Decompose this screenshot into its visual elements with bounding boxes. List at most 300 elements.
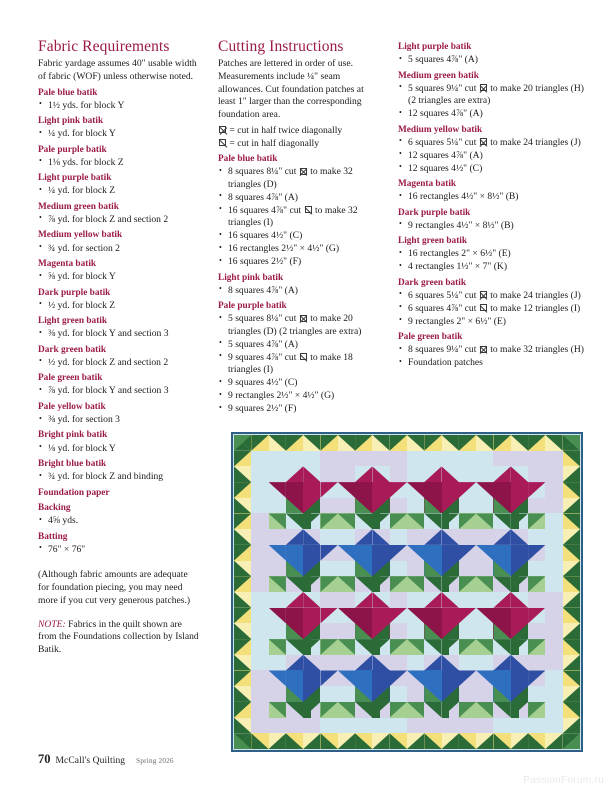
quilt-patch: [407, 639, 424, 655]
quilt-patch: [234, 623, 251, 639]
quilt-patch: [355, 718, 372, 734]
fabric-item: • 1½ yds. for block Y: [38, 100, 200, 112]
quilt-patch: [528, 733, 545, 749]
fabric-item: • 76" × 76": [38, 544, 200, 556]
quilt-patch: [320, 451, 337, 467]
fabric-name: Light green batik: [398, 236, 468, 247]
quilt-patch: [372, 451, 389, 467]
quilt-patch: [390, 592, 407, 608]
quilt-patch: [338, 529, 355, 545]
magazine-title: McCall's Quilting: [55, 756, 126, 766]
quilt-patch: [355, 686, 372, 702]
quilt-patch: [338, 561, 355, 577]
quilt-patch: [511, 655, 528, 671]
quilt-patch: [407, 482, 424, 498]
fabric-name: Foundation paper: [38, 487, 110, 498]
cut-item: [398, 191, 588, 203]
cut-item: [398, 137, 588, 149]
quilt-patch: [424, 576, 441, 592]
quilt-patch: [511, 561, 528, 577]
quilt-patch: [545, 608, 562, 624]
quilt-patch: [269, 482, 286, 498]
quilt-patch: [459, 592, 476, 608]
quilt-patch: [338, 733, 355, 749]
quilt-patch: [424, 529, 441, 545]
quilt-patch: [545, 686, 562, 702]
fabric-item: • ½ yd. for block Z: [38, 300, 200, 312]
quilt-patch: [234, 639, 251, 655]
quilt-patch: [476, 655, 493, 671]
quilt-patch: [390, 529, 407, 545]
cut-item-text-continued: to make 20 triangles (D) (2 triangles are extra): [228, 313, 362, 337]
quilt-patch: [442, 655, 459, 671]
quilt-patch: [459, 655, 476, 671]
quilt-patch: [372, 670, 389, 686]
quilt-patch: [528, 451, 545, 467]
quilt-patch: [338, 513, 355, 529]
fabric-name: Pale green batik: [38, 373, 103, 384]
column-cutting-instructions-continued: [398, 38, 588, 370]
fabric-name: Pale green batik: [398, 332, 463, 343]
cut-item-list: [398, 290, 588, 328]
quilt-patch: [372, 733, 389, 749]
cut-item-text-continued: to make 24 triangles (J): [487, 136, 581, 148]
cut-item-list: [218, 166, 380, 268]
fabric-item: • ⅞ yd. for block Z and section 2: [38, 214, 200, 226]
quilt-patch: [355, 592, 372, 608]
quilt-patch: [320, 608, 337, 624]
fabric-name: Bright pink batik: [38, 430, 108, 441]
quilt-patch: [424, 561, 441, 577]
quilt-patch: [320, 529, 337, 545]
fabric-name: Medium green batik: [398, 70, 479, 81]
quilt-patch: [372, 592, 389, 608]
cut-item-text: 9 squares 4⅞" cut: [228, 351, 299, 363]
quilt-patch: [338, 686, 355, 702]
quilt-patch: [320, 670, 337, 686]
quilt-patch: [303, 435, 320, 451]
quilt-patch: [269, 639, 286, 655]
quilt-patch: [338, 639, 355, 655]
quilt-patch: [476, 702, 493, 718]
quilt-patch: [303, 718, 320, 734]
quilt-patch: [493, 686, 510, 702]
fabric-name: Dark purple batik: [398, 207, 471, 218]
fabric-name: Pale yellow batik: [38, 401, 106, 412]
fabric-item: • ⅜ yd. for section 3: [38, 414, 200, 426]
quilt-patch: [303, 498, 320, 514]
quilt-patch: [320, 545, 337, 561]
quilt-patch: [563, 561, 580, 577]
legend-cut-twice: [218, 125, 380, 138]
quilt-patch: [407, 561, 424, 577]
cut-twice-diagonally-icon: [480, 84, 487, 91]
quilt-patch: [251, 623, 268, 639]
quilt-patch: [338, 576, 355, 592]
quilt-patch: [528, 529, 545, 545]
quilt-patch: [286, 623, 303, 639]
quilt-patch: [493, 466, 510, 482]
fabric-item: • ¼ yd. for block Z: [38, 185, 200, 197]
quilt-patch: [493, 639, 510, 655]
quilt-patch: [286, 702, 303, 718]
cut-item-text: 4 rectangles 1½" × 7" (K): [408, 261, 508, 273]
quilt-grid: [234, 435, 580, 749]
quilt-patch: [320, 435, 337, 451]
quilt-patch: [338, 623, 355, 639]
quilt-patch: [545, 576, 562, 592]
fabric-item-list: [38, 271, 200, 283]
cut-twice-diagonally-icon: [480, 291, 487, 298]
cut-item-list: [398, 248, 588, 273]
fabric-item-list: [38, 157, 200, 169]
quilt-patch: [338, 670, 355, 686]
cut-item-list: [218, 313, 380, 415]
quilt-patch: [476, 733, 493, 749]
legend-cut-twice-label: = cut in half twice diagonally: [229, 124, 343, 136]
quilt-patch: [545, 670, 562, 686]
quilt-patch: [390, 702, 407, 718]
fabric-requirements-title: Fabric Requirements: [38, 38, 170, 55]
quilt-patch: [407, 623, 424, 639]
cut-item-text-continued: to make 24 triangles (J): [487, 289, 581, 301]
quilt-patch: [390, 576, 407, 592]
cut-item-text: 9 squares 2½" (F): [228, 403, 297, 415]
fabric-name: Pale purple batik: [218, 301, 287, 312]
cut-item: [218, 256, 380, 268]
quilt-patch: [476, 513, 493, 529]
legend-cut-once: [218, 138, 380, 151]
quilt-patch: [320, 513, 337, 529]
quilt-patch: [563, 718, 580, 734]
fabric-name: Pale purple batik: [38, 144, 107, 155]
quilt-patch: [269, 513, 286, 529]
quilt-patch: [459, 702, 476, 718]
cut-item-list: [398, 137, 588, 175]
quilt-patch: [442, 513, 459, 529]
cut-half-diagonally-icon: [305, 206, 312, 213]
quilt-patch: [355, 498, 372, 514]
watermark: PassionForum.ru: [523, 775, 604, 786]
fabric-item-list: [38, 300, 200, 312]
quilt-patch: [269, 702, 286, 718]
quilt-patch: [442, 686, 459, 702]
quilt-patch: [269, 718, 286, 734]
quilt-patch: [372, 576, 389, 592]
quilt-patch: [269, 561, 286, 577]
quilt-patch: [476, 498, 493, 514]
cut-item-text: 8 squares 4⅞" (A): [228, 284, 298, 296]
quilt-patch: [286, 733, 303, 749]
quilt-patch: [545, 498, 562, 514]
quilt-patch: [234, 451, 251, 467]
cut-item: [398, 83, 588, 108]
column-cutting-instructions: [218, 38, 398, 416]
quilt-patch: [459, 608, 476, 624]
quilt-patch: [372, 498, 389, 514]
cut-twice-diagonally-icon: [480, 346, 487, 353]
quilt-patch: [390, 670, 407, 686]
quilt-patch: [251, 451, 268, 467]
quilt-patch: [563, 545, 580, 561]
quilt-patch: [476, 451, 493, 467]
quilt-patch: [303, 466, 320, 482]
quilt-patch: [407, 545, 424, 561]
quilt-patch: [511, 608, 528, 624]
quilt-patch: [234, 608, 251, 624]
quilt-patch: [442, 670, 459, 686]
quilt-patch: [442, 702, 459, 718]
quilt-patch: [528, 498, 545, 514]
quilt-patch: [545, 513, 562, 529]
quilt-patch: [390, 718, 407, 734]
quilt-patch: [424, 718, 441, 734]
fabric-item-list: [38, 414, 200, 426]
fabric-name: Dark green batik: [398, 277, 467, 288]
quilt-patch: [286, 608, 303, 624]
cut-twice-diagonally-icon: [300, 168, 307, 175]
quilt-patch: [563, 686, 580, 702]
quilt-patch: [286, 545, 303, 561]
cut-item-list: [398, 54, 588, 66]
fabric-item: • ¾ yd. for block Z and binding: [38, 471, 200, 483]
fabric-name: Light pink batik: [218, 272, 284, 283]
quilt-patch: [355, 576, 372, 592]
quilt-patch: [442, 545, 459, 561]
quilt-patch: [407, 451, 424, 467]
quilt-patch: [303, 592, 320, 608]
quilt-patch: [286, 686, 303, 702]
fabric-item-list: [38, 328, 200, 340]
column-fabric-requirements: [38, 38, 218, 657]
note-text: Fabrics in the quilt shown are from the Foundations collection by Island Batik.: [38, 618, 199, 656]
quilt-patch: [372, 561, 389, 577]
quilt-patch: [511, 498, 528, 514]
quilt-patch: [493, 655, 510, 671]
quilt-patch: [234, 576, 251, 592]
quilt-patch: [424, 513, 441, 529]
quilt-patch: [511, 718, 528, 734]
quilt-patch: [355, 733, 372, 749]
quilt-patch: [407, 576, 424, 592]
quilt-patch: [338, 451, 355, 467]
cut-item-text: 6 squares 5¼" cut: [408, 136, 479, 148]
cut-item-text: 8 squares 8¼" cut: [228, 166, 299, 178]
quilt-patch: [563, 670, 580, 686]
quilt-patch: [251, 513, 268, 529]
quilt-patch: [251, 686, 268, 702]
quilt-patch: [442, 608, 459, 624]
quilt-patch: [493, 482, 510, 498]
cut-item: [218, 390, 380, 402]
quilt-patch: [407, 670, 424, 686]
quilt-patch: [563, 498, 580, 514]
quilt-patch: [476, 529, 493, 545]
quilt-patch: [424, 670, 441, 686]
fabric-requirements-intro: Fabric yardage assumes 40" usable width of fabric (WOF) unless otherwise noted.: [38, 58, 197, 82]
quilt-patch: [372, 435, 389, 451]
fabric-item-list: [38, 385, 200, 397]
quilt-patch: [338, 702, 355, 718]
quilt-patch: [390, 733, 407, 749]
quilt-patch: [355, 451, 372, 467]
fabric-item: • 4⅝ yds.: [38, 515, 200, 527]
quilt-patch: [493, 702, 510, 718]
quilt-patch: [545, 655, 562, 671]
quilt-patch: [355, 435, 372, 451]
cutting-list-column-2: [218, 154, 380, 415]
cut-item-list: [218, 285, 380, 297]
quilt-patch: [545, 451, 562, 467]
fabric-item-list: [38, 443, 200, 455]
quilt-patch: [424, 482, 441, 498]
quilt-patch: [493, 561, 510, 577]
quilt-patch: [511, 435, 528, 451]
quilt-patch: [303, 670, 320, 686]
quilt-patch: [372, 482, 389, 498]
quilt-patch: [251, 702, 268, 718]
cut-half-diagonally-icon: [300, 353, 307, 360]
quilt-patch: [545, 718, 562, 734]
fabric-item: • ½ yd. for block Z and section 2: [38, 357, 200, 369]
quilt-patch: [459, 686, 476, 702]
quilt-patch: [528, 686, 545, 702]
quilt-patch: [355, 529, 372, 545]
quilt-patch: [493, 608, 510, 624]
quilt-patch: [511, 670, 528, 686]
cut-item-text: 5 squares 9¼" cut: [408, 82, 479, 94]
quilt-patch: [234, 655, 251, 671]
quilt-patch: [320, 592, 337, 608]
quilt-patch: [476, 592, 493, 608]
quilt-patch: [234, 482, 251, 498]
quilt-patch: [476, 545, 493, 561]
quilt-patch: [251, 670, 268, 686]
quilt-patch: [511, 639, 528, 655]
cut-item-text: 16 squares 4⅞" cut: [228, 204, 304, 216]
quilt-patch: [390, 639, 407, 655]
quilt-patch: [459, 545, 476, 561]
quilt-patch: [528, 482, 545, 498]
quilt-patch: [511, 623, 528, 639]
quilt-patch: [390, 498, 407, 514]
quilt-patch: [459, 451, 476, 467]
quilt-patch: [459, 498, 476, 514]
cut-item-text: 9 rectangles 2½" × 4½" (G): [228, 390, 335, 402]
quilt-patch: [476, 482, 493, 498]
quilt-patch: [442, 576, 459, 592]
quilt-patch: [459, 718, 476, 734]
quilt-patch: [355, 639, 372, 655]
quilt-patch: [269, 733, 286, 749]
fabric-item: • 1⅛ yds. for block Z: [38, 157, 200, 169]
quilt-patch: [286, 639, 303, 655]
fabric-name: Magenta batik: [398, 179, 457, 190]
quilt-patch: [545, 561, 562, 577]
quilt-patch: [355, 466, 372, 482]
quilt-patch: [545, 592, 562, 608]
quilt-patch: [286, 576, 303, 592]
quilt-patch: [390, 513, 407, 529]
quilt-patch: [528, 608, 545, 624]
cut-item: [398, 150, 588, 162]
fabric-name: Backing: [38, 503, 71, 514]
cutting-instructions-intro: Patches are lettered in order of use. Measurements include ¼" seam allowances. Cut foundation patches at least 1" larger than the corresponding foundation area.: [218, 58, 364, 121]
fabric-item: • ⅝ yd. for block Y: [38, 271, 200, 283]
fabric-name: Light pink batik: [38, 116, 104, 127]
fabric-name: Medium green batik: [38, 201, 119, 212]
quilt-patch: [407, 655, 424, 671]
cut-item-list: [398, 344, 588, 369]
quilt-patch: [442, 639, 459, 655]
quilt-patch: [493, 592, 510, 608]
quilt-patch: [545, 482, 562, 498]
quilt-patch: [234, 561, 251, 577]
quilt-patch: [407, 686, 424, 702]
quilt-patch: [511, 466, 528, 482]
quilt-patch: [320, 466, 337, 482]
cut-item-text: 5 squares 4⅞" (A): [228, 338, 298, 350]
fabric-item: • ⅛ yd. for block Y: [38, 443, 200, 455]
fabric-note-generous: (Although fabric amounts are adequate for foundation piecing, you may need more if you cut very generous patches.): [38, 569, 191, 606]
cut-item-text-continued: to make 32 triangles (H): [487, 344, 584, 356]
quilt-patch: [424, 702, 441, 718]
quilt-patch: [372, 718, 389, 734]
quilt-patch: [407, 592, 424, 608]
quilt-patch: [390, 655, 407, 671]
cut-item-list: [398, 191, 588, 203]
quilt-patch: [424, 545, 441, 561]
quilt-patch: [269, 466, 286, 482]
quilt-patch: [511, 733, 528, 749]
quilt-patch: [269, 529, 286, 545]
quilt-patch: [390, 608, 407, 624]
cut-item: [398, 290, 588, 302]
quilt-patch: [320, 702, 337, 718]
cut-item-list: [398, 220, 588, 232]
quilt-patch: [563, 451, 580, 467]
quilt-patch: [511, 686, 528, 702]
cut-item-text-continued: to make 32 triangles (D): [228, 166, 353, 190]
quilt-patch: [303, 623, 320, 639]
cut-item-text: 6 squares 5¼" cut: [408, 289, 479, 301]
fabric-name: Batting: [38, 531, 68, 542]
quilt-patch: [563, 639, 580, 655]
quilt-patch: [303, 686, 320, 702]
quilt-patch: [493, 451, 510, 467]
quilt-patch: [338, 718, 355, 734]
quilt-patch: [545, 639, 562, 655]
quilt-patch: [563, 466, 580, 482]
quilt-patch: [390, 466, 407, 482]
quilt-patch: [303, 576, 320, 592]
cut-item: [218, 230, 380, 242]
quilt-patch: [251, 482, 268, 498]
quilt-patch: [493, 623, 510, 639]
quilt-patch: [269, 498, 286, 514]
quilt-patch: [338, 608, 355, 624]
quilt-patch: [442, 482, 459, 498]
quilt-patch: [372, 686, 389, 702]
quilt-patch: [528, 435, 545, 451]
quilt-patch: [407, 435, 424, 451]
quilt-patch: [493, 576, 510, 592]
quilt-patch: [563, 702, 580, 718]
cut-item-text-continued: to make 12 triangles (I): [487, 302, 581, 314]
cut-item: [218, 339, 380, 351]
quilt-patch: [303, 639, 320, 655]
fabric-name: Pale blue batik: [38, 87, 98, 98]
